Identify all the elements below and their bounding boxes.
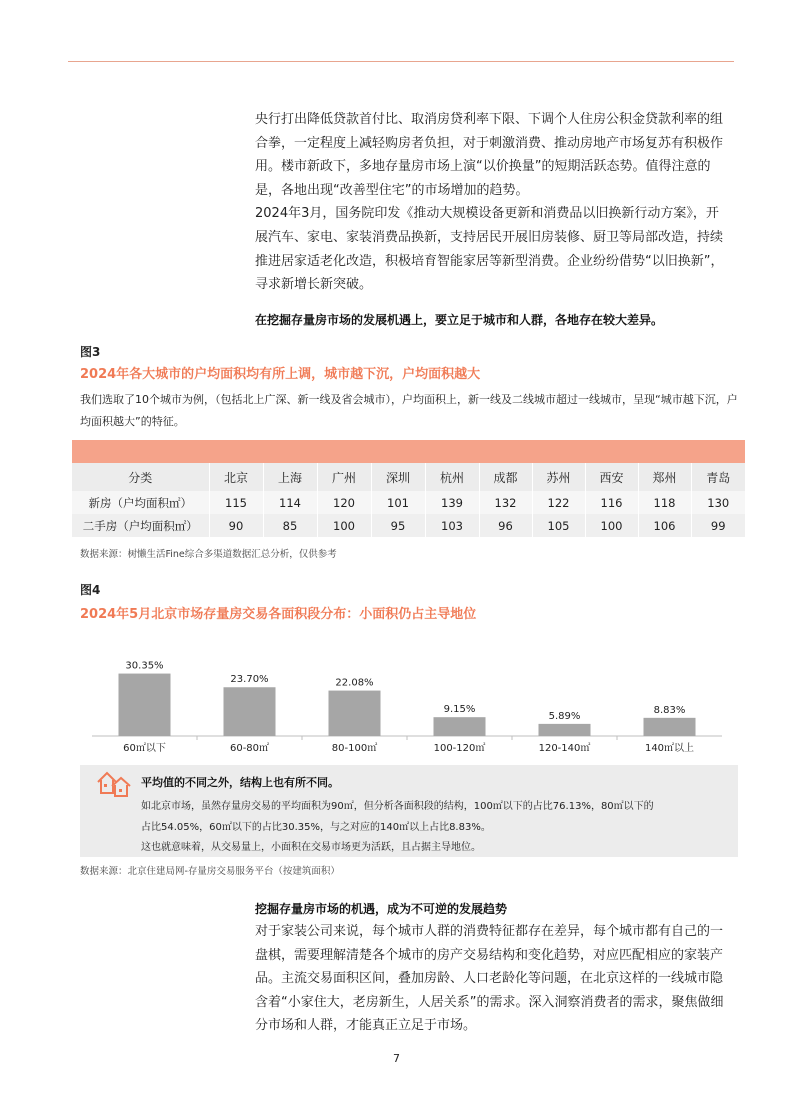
table-cell: 95	[371, 514, 425, 537]
x-tick-label: 140㎡以上	[644, 743, 695, 754]
table-cell: 103	[425, 514, 479, 537]
table-cell: 85	[263, 514, 317, 537]
bar-value-label: 8.83%	[653, 704, 686, 716]
table-header-cell: 深圳	[371, 463, 425, 491]
table-cell: 99	[691, 514, 745, 537]
table-cell: 122	[532, 491, 585, 514]
bar-value-label: 23.70%	[230, 674, 269, 686]
table-cell: 新房（户均面积㎡）	[72, 491, 209, 514]
fig4-label: 图4	[80, 583, 101, 597]
intro-paragraph-2: 2024年3月，国务院印发《推动大规模设备更新和消费品以旧换新行动方案》，开展汽车、家电、家装消费品换新，支持居民开展旧房装修、厨卫等局部改造，持续推进居家适老化改造，积极培育智能家居等新型消费。企业纷纷借势“以旧换新”，寻求新增长新突破。	[255, 206, 724, 293]
table-header-cell: 上海	[263, 463, 317, 491]
table-cell: 115	[209, 491, 263, 514]
table-cell: 132	[479, 491, 532, 514]
note-line-1: 如北京市场，虽然存量房交易的平均面积为90㎡，但分析各面积段的结构，100㎡以下的占比76.13%，80㎡以下的	[141, 801, 654, 812]
area-distribution-chart	[70, 640, 740, 758]
table-cell: 118	[638, 491, 691, 514]
bar-value-label: 30.35%	[125, 660, 164, 672]
table-cell: 120	[317, 491, 371, 514]
table-header-cell: 苏州	[532, 463, 585, 491]
intro-bold-line: 在挖掘存量房市场的发展机遇上，要立足于城市和人群，各地存在较大差异。	[255, 313, 664, 327]
table-cell: 100	[317, 514, 371, 537]
table-header-cell: 广州	[317, 463, 371, 491]
closing-paragraph: 对于家装公司来说，每个城市人群的消费特征都存在差异，每个城市都有自己的一盘棋，需要理解清楚各个城市的房产交易结构和变化趋势，对应匹配相应的家装产品。主流交易面积区间，叠加房龄、人口老龄化等问题，在北京这样的一线城市隐含着“小家住大，老房新生，人居关系”的需求。深入洞察消费者的需求，聚焦做细分市场和人群，才能真正立足于市场。	[255, 924, 724, 1034]
area-table-grid	[72, 463, 745, 537]
x-tick-label: 60-80㎡	[229, 743, 270, 754]
bar-value-label: 9.15%	[443, 704, 476, 716]
table-cell: 139	[425, 491, 479, 514]
table-cell: 114	[263, 491, 317, 514]
x-tick-label: 80-100㎡	[331, 743, 378, 754]
bar-4	[539, 724, 591, 736]
closing-heading: 挖掘存量房市场的机遇，成为不可逆的发展趋势	[255, 902, 508, 916]
table-row-second-hand	[72, 514, 745, 537]
bar-5	[644, 718, 696, 736]
note-box	[80, 765, 738, 857]
table-header-cell: 成都	[479, 463, 532, 491]
table-header-cell: 西安	[585, 463, 638, 491]
intro-paragraph-1: 央行打出降低贷款首付比、取消房贷利率下限、下调个人住房公积金贷款利率的组合拳，一定程度上减轻购房者负担，对于刺激消费、推动房地产市场复苏有积极作用。楼市新政下，多地存量房市场上演“以价换量”的短期活跃态势。值得注意的是，各地出现“改善型住宅”的市场增加的趋势。	[255, 112, 724, 198]
table-cell: 90	[209, 514, 263, 537]
fig3-intro: 我们选取了10个城市为例，（包括北上广深、新一线及省会城市），户均面积上，新一线及二线城市超过一线城市，呈现“城市越下沉，户均面积越大”的特征。	[80, 393, 738, 428]
table-row-new	[72, 491, 745, 514]
table-header-cell: 杭州	[425, 463, 479, 491]
bar-value-label: 5.89%	[548, 710, 581, 722]
page-number: 7	[393, 1052, 400, 1065]
table-cell: 二手房（户均面积㎡）	[72, 514, 209, 537]
table-cell: 101	[371, 491, 425, 514]
table-cell: 130	[691, 491, 745, 514]
fig4-source: 数据来源：北京住建局网-存量房交易服务平台（按建筑面积）	[80, 866, 340, 877]
table-header-band	[72, 440, 745, 463]
bar-2	[329, 691, 381, 736]
table-header-cell: 北京	[209, 463, 263, 491]
fig3-label: 图3	[80, 345, 101, 359]
table-header-cell: 郑州	[638, 463, 691, 491]
table-cell: 105	[532, 514, 585, 537]
table-cell: 96	[479, 514, 532, 537]
fig3-source: 数据来源：树懒生活Fine综合多渠道数据汇总分析，仅供参考	[80, 549, 337, 560]
house-icon	[96, 769, 132, 797]
bar-value-label: 22.08%	[335, 677, 374, 689]
closing-text	[255, 920, 727, 1038]
table-header-cell: 青岛	[691, 463, 745, 491]
table-header-row	[72, 463, 745, 491]
x-tick-label: 100-120㎡	[433, 743, 486, 754]
table-cell: 100	[585, 514, 638, 537]
note-heading: 平均值的不同之外，结构上也有所不同。	[141, 776, 339, 789]
area-table	[72, 440, 745, 537]
bar-0	[119, 674, 171, 736]
table-cell: 106	[638, 514, 691, 537]
fig3-title: 2024年各大城市的户均面积均有所上调，城市越下沉，户均面积越大	[80, 367, 481, 382]
table-header-cell: 分类	[72, 463, 209, 491]
x-tick-label: 60㎡以下	[123, 743, 166, 754]
bar-3	[434, 717, 486, 736]
table-cell: 116	[585, 491, 638, 514]
fig4-title: 2024年5月北京市场存量房交易各面积段分布：小面积仍占主导地位	[80, 607, 477, 622]
x-tick-label: 120-140㎡	[538, 743, 591, 754]
note-line-3: 这也就意味着，从交易量上，小面积在交易市场更为活跃，且占据主导地位。	[141, 842, 481, 853]
header-rule	[68, 61, 734, 62]
bar-1	[224, 687, 276, 736]
note-line-2: 占比54.05%，60㎡以下的占比30.35%，与之对应的140㎡以上占比8.83%。	[141, 822, 491, 833]
intro-text	[255, 108, 727, 297]
